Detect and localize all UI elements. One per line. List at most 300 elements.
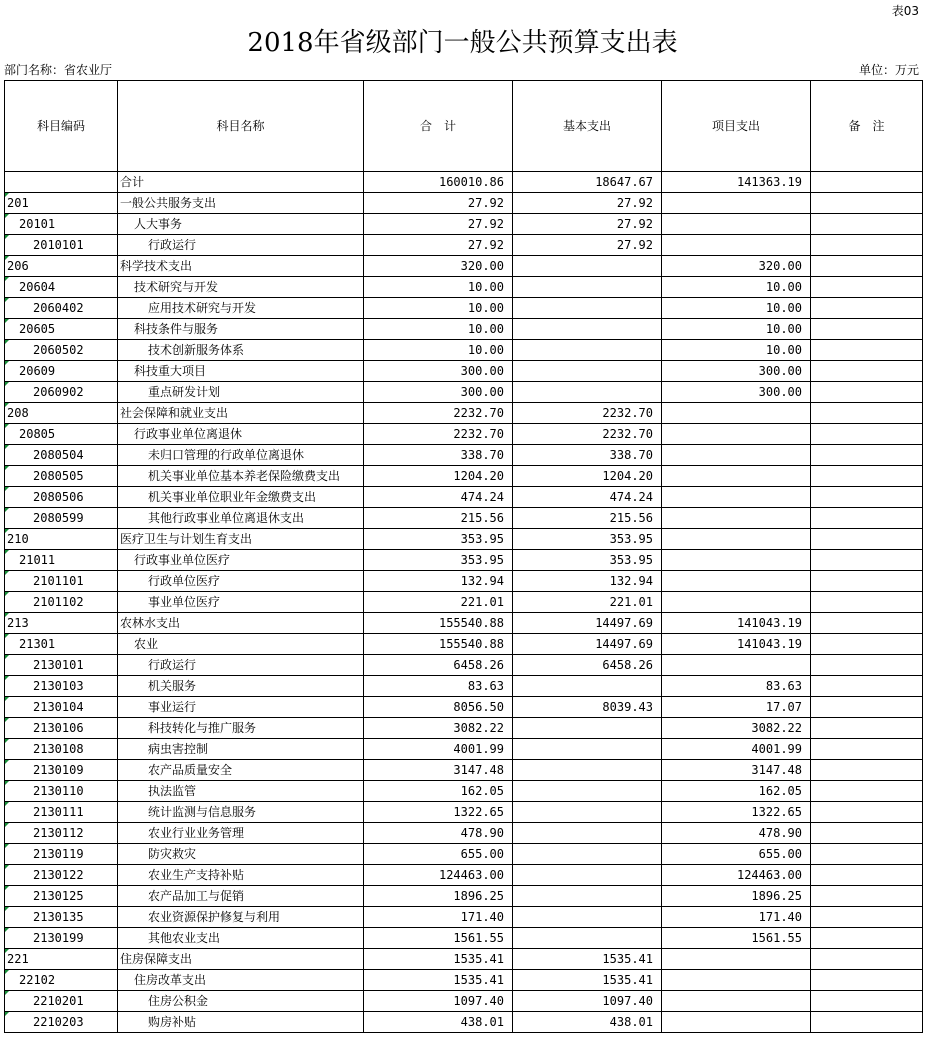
- cell-total[interactable]: 1535.41: [364, 949, 513, 970]
- budget-table: [4, 80, 923, 1033]
- cell-code[interactable]: 2080506: [5, 487, 118, 508]
- table-row: [5, 424, 923, 445]
- cell-total[interactable]: 221.01: [364, 592, 513, 613]
- cell-name[interactable]: 科技转化与推广服务: [118, 718, 364, 739]
- header-project[interactable]: 项目支出: [662, 81, 811, 172]
- cell-total[interactable]: 215.56: [364, 508, 513, 529]
- table-row: [5, 991, 923, 1012]
- cell-basic[interactable]: 474.24: [513, 487, 662, 508]
- cell-total[interactable]: 10.00: [364, 277, 513, 298]
- cell-name[interactable]: 机关事业单位职业年金缴费支出: [118, 487, 364, 508]
- cell-total[interactable]: 8056.50: [364, 697, 513, 718]
- cell-project[interactable]: 3082.22: [662, 718, 811, 739]
- cell-basic[interactable]: [513, 676, 662, 697]
- cell-name[interactable]: 行政运行: [118, 655, 364, 676]
- cell-code[interactable]: 2060902: [5, 382, 118, 403]
- cell-code[interactable]: 2080504: [5, 445, 118, 466]
- cell-code[interactable]: 2130109: [5, 760, 118, 781]
- cell-basic[interactable]: 14497.69: [513, 634, 662, 655]
- cell-project[interactable]: 17.07: [662, 697, 811, 718]
- cell-total[interactable]: 10.00: [364, 319, 513, 340]
- table-row: [5, 298, 923, 319]
- cell-code[interactable]: 2130135: [5, 907, 118, 928]
- cell-basic[interactable]: 438.01: [513, 1012, 662, 1033]
- table-header-row: [5, 81, 923, 172]
- cell-basic[interactable]: 18647.67: [513, 172, 662, 193]
- table-row: [5, 865, 923, 886]
- cell-project[interactable]: 300.00: [662, 361, 811, 382]
- cell-name[interactable]: 技术创新服务体系: [118, 340, 364, 361]
- cell-name[interactable]: 农林水支出: [118, 613, 364, 634]
- table-row: [5, 634, 923, 655]
- table-row: [5, 928, 923, 949]
- cell-project[interactable]: 300.00: [662, 382, 811, 403]
- cell-basic[interactable]: [513, 928, 662, 949]
- cell-total[interactable]: 353.95: [364, 529, 513, 550]
- cell-total[interactable]: 124463.00: [364, 865, 513, 886]
- cell-code[interactable]: 2130112: [5, 823, 118, 844]
- cell-note[interactable]: [811, 949, 923, 970]
- cell-project[interactable]: 1561.55: [662, 928, 811, 949]
- cell-basic[interactable]: 353.95: [513, 529, 662, 550]
- unit-label: 单位：万元: [858, 63, 919, 77]
- cell-note[interactable]: [811, 214, 923, 235]
- cell-basic[interactable]: [513, 907, 662, 928]
- cell-note[interactable]: [811, 592, 923, 613]
- cell-name[interactable]: 农业生产支持补贴: [118, 865, 364, 886]
- cell-total[interactable]: 3147.48: [364, 760, 513, 781]
- table-row: [5, 697, 923, 718]
- cell-name[interactable]: 其他行政事业单位离退休支出: [118, 508, 364, 529]
- cell-note[interactable]: [811, 718, 923, 739]
- table-row: [5, 592, 923, 613]
- cell-code[interactable]: 208: [5, 403, 118, 424]
- cell-code[interactable]: 2130199: [5, 928, 118, 949]
- cell-total[interactable]: 27.92: [364, 193, 513, 214]
- table-row: [5, 739, 923, 760]
- cell-project[interactable]: [662, 991, 811, 1012]
- cell-code[interactable]: 2080505: [5, 466, 118, 487]
- cell-project[interactable]: 171.40: [662, 907, 811, 928]
- cell-total[interactable]: 300.00: [364, 361, 513, 382]
- cell-basic[interactable]: [513, 823, 662, 844]
- cell-basic[interactable]: 27.92: [513, 235, 662, 256]
- cell-basic[interactable]: 2232.70: [513, 424, 662, 445]
- cell-code[interactable]: 20605: [5, 319, 118, 340]
- cell-basic[interactable]: 1097.40: [513, 991, 662, 1012]
- cell-project[interactable]: 141043.19: [662, 634, 811, 655]
- cell-project[interactable]: [662, 466, 811, 487]
- cell-code[interactable]: 2130122: [5, 865, 118, 886]
- cell-name[interactable]: 事业运行: [118, 697, 364, 718]
- cell-project[interactable]: [662, 970, 811, 991]
- cell-total[interactable]: 1535.41: [364, 970, 513, 991]
- cell-project[interactable]: 83.63: [662, 676, 811, 697]
- cell-total[interactable]: 2232.70: [364, 424, 513, 445]
- cell-basic[interactable]: 1204.20: [513, 466, 662, 487]
- cell-project[interactable]: 4001.99: [662, 739, 811, 760]
- cell-basic[interactable]: 27.92: [513, 193, 662, 214]
- cell-note[interactable]: [811, 886, 923, 907]
- cell-total[interactable]: 438.01: [364, 1012, 513, 1033]
- cell-total[interactable]: 155540.88: [364, 613, 513, 634]
- cell-note[interactable]: [811, 403, 923, 424]
- cell-total[interactable]: 155540.88: [364, 634, 513, 655]
- cell-project[interactable]: 655.00: [662, 844, 811, 865]
- cell-project[interactable]: [662, 403, 811, 424]
- cell-note[interactable]: [811, 361, 923, 382]
- cell-code[interactable]: 21011: [5, 550, 118, 571]
- cell-project[interactable]: 478.90: [662, 823, 811, 844]
- cell-name[interactable]: 执法监管: [118, 781, 364, 802]
- cell-code[interactable]: 2130104: [5, 697, 118, 718]
- cell-note[interactable]: [811, 781, 923, 802]
- cell-basic[interactable]: 27.92: [513, 214, 662, 235]
- cell-code[interactable]: 20101: [5, 214, 118, 235]
- cell-name[interactable]: 农产品质量安全: [118, 760, 364, 781]
- cell-basic[interactable]: [513, 361, 662, 382]
- table-row: [5, 172, 923, 193]
- cell-note[interactable]: [811, 991, 923, 1012]
- cell-code[interactable]: 206: [5, 256, 118, 277]
- cell-name[interactable]: 应用技术研究与开发: [118, 298, 364, 319]
- cell-project[interactable]: [662, 193, 811, 214]
- cell-project[interactable]: [662, 214, 811, 235]
- cell-code[interactable]: 201: [5, 193, 118, 214]
- table-row: [5, 823, 923, 844]
- cell-total[interactable]: 2232.70: [364, 403, 513, 424]
- cell-code[interactable]: 2130111: [5, 802, 118, 823]
- table-row: [5, 214, 923, 235]
- cell-code[interactable]: 2130108: [5, 739, 118, 760]
- cell-basic[interactable]: 132.94: [513, 571, 662, 592]
- cell-project[interactable]: [662, 592, 811, 613]
- cell-project[interactable]: 141363.19: [662, 172, 811, 193]
- cell-project[interactable]: 10.00: [662, 319, 811, 340]
- cell-basic[interactable]: 6458.26: [513, 655, 662, 676]
- cell-name[interactable]: 农业资源保护修复与利用: [118, 907, 364, 928]
- cell-name[interactable]: 事业单位医疗: [118, 592, 364, 613]
- table-row: [5, 193, 923, 214]
- cell-name[interactable]: 医疗卫生与计划生育支出: [118, 529, 364, 550]
- table-row: [5, 277, 923, 298]
- table-row: [5, 970, 923, 991]
- cell-basic[interactable]: [513, 256, 662, 277]
- cell-project[interactable]: 10.00: [662, 340, 811, 361]
- header-code[interactable]: 科目编码: [5, 81, 118, 172]
- cell-name[interactable]: 农产品加工与促销: [118, 886, 364, 907]
- cell-basic[interactable]: [513, 865, 662, 886]
- cell-name[interactable]: 其他农业支出: [118, 928, 364, 949]
- cell-project[interactable]: [662, 424, 811, 445]
- cell-total[interactable]: 1204.20: [364, 466, 513, 487]
- cell-total[interactable]: 27.92: [364, 235, 513, 256]
- cell-note[interactable]: [811, 865, 923, 886]
- cell-note[interactable]: [811, 907, 923, 928]
- cell-basic[interactable]: [513, 739, 662, 760]
- cell-name[interactable]: 重点研发计划: [118, 382, 364, 403]
- header-total[interactable]: 合 计: [364, 81, 513, 172]
- cell-name[interactable]: 一般公共服务支出: [118, 193, 364, 214]
- cell-project[interactable]: [662, 487, 811, 508]
- cell-project[interactable]: 10.00: [662, 298, 811, 319]
- table-row: [5, 802, 923, 823]
- cell-total[interactable]: 160010.86: [364, 172, 513, 193]
- cell-project[interactable]: 10.00: [662, 277, 811, 298]
- cell-code[interactable]: 2210203: [5, 1012, 118, 1033]
- cell-project[interactable]: 141043.19: [662, 613, 811, 634]
- cell-code[interactable]: 2130103: [5, 676, 118, 697]
- table-row: [5, 361, 923, 382]
- cell-total[interactable]: 320.00: [364, 256, 513, 277]
- cell-note[interactable]: [811, 235, 923, 256]
- cell-code[interactable]: 2010101: [5, 235, 118, 256]
- cell-name[interactable]: 社会保障和就业支出: [118, 403, 364, 424]
- cell-project[interactable]: [662, 508, 811, 529]
- cell-note[interactable]: [811, 529, 923, 550]
- cell-project[interactable]: [662, 1012, 811, 1033]
- table-row: [5, 886, 923, 907]
- cell-code[interactable]: [5, 172, 118, 193]
- cell-basic[interactable]: 1535.41: [513, 949, 662, 970]
- cell-basic[interactable]: [513, 277, 662, 298]
- table-row: [5, 550, 923, 571]
- cell-basic[interactable]: 215.56: [513, 508, 662, 529]
- cell-code[interactable]: 2130110: [5, 781, 118, 802]
- cell-total[interactable]: 162.05: [364, 781, 513, 802]
- cell-note[interactable]: [811, 802, 923, 823]
- cell-total[interactable]: 10.00: [364, 340, 513, 361]
- table-row: [5, 382, 923, 403]
- table-row: [5, 445, 923, 466]
- cell-project[interactable]: [662, 655, 811, 676]
- table-row: [5, 907, 923, 928]
- cell-note[interactable]: [811, 487, 923, 508]
- cell-name[interactable]: 住房改革支出: [118, 970, 364, 991]
- sheet-id-label: 表03: [891, 4, 919, 18]
- cell-project[interactable]: [662, 235, 811, 256]
- cell-name[interactable]: 购房补贴: [118, 1012, 364, 1033]
- cell-code[interactable]: 2130106: [5, 718, 118, 739]
- cell-code[interactable]: 21301: [5, 634, 118, 655]
- cell-total[interactable]: 4001.99: [364, 739, 513, 760]
- cell-name[interactable]: 技术研究与开发: [118, 277, 364, 298]
- cell-note[interactable]: [811, 277, 923, 298]
- cell-note[interactable]: [811, 1012, 923, 1033]
- cell-total[interactable]: 6458.26: [364, 655, 513, 676]
- cell-name[interactable]: 合计: [118, 172, 364, 193]
- cell-name[interactable]: 农业行业业务管理: [118, 823, 364, 844]
- cell-project[interactable]: [662, 529, 811, 550]
- cell-total[interactable]: 338.70: [364, 445, 513, 466]
- table-row: [5, 676, 923, 697]
- cell-basic[interactable]: 338.70: [513, 445, 662, 466]
- cell-code[interactable]: 22102: [5, 970, 118, 991]
- header-basic[interactable]: 基本支出: [513, 81, 662, 172]
- table-row: [5, 508, 923, 529]
- cell-code[interactable]: 2080599: [5, 508, 118, 529]
- cell-code[interactable]: 2101102: [5, 592, 118, 613]
- cell-basic[interactable]: [513, 718, 662, 739]
- cell-project[interactable]: 162.05: [662, 781, 811, 802]
- cell-code[interactable]: 20609: [5, 361, 118, 382]
- cell-note[interactable]: [811, 634, 923, 655]
- cell-total[interactable]: 171.40: [364, 907, 513, 928]
- cell-total[interactable]: 353.95: [364, 550, 513, 571]
- cell-total[interactable]: 300.00: [364, 382, 513, 403]
- cell-project[interactable]: 1896.25: [662, 886, 811, 907]
- cell-name[interactable]: 人大事务: [118, 214, 364, 235]
- cell-name[interactable]: 行政运行: [118, 235, 364, 256]
- cell-basic[interactable]: [513, 340, 662, 361]
- cell-note[interactable]: [811, 823, 923, 844]
- cell-note[interactable]: [811, 676, 923, 697]
- cell-basic[interactable]: [513, 844, 662, 865]
- cell-total[interactable]: 1561.55: [364, 928, 513, 949]
- cell-code[interactable]: 20604: [5, 277, 118, 298]
- cell-note[interactable]: [811, 256, 923, 277]
- cell-basic[interactable]: [513, 781, 662, 802]
- table-row: [5, 760, 923, 781]
- cell-name[interactable]: 防灾救灾: [118, 844, 364, 865]
- cell-basic[interactable]: [513, 319, 662, 340]
- cell-total[interactable]: 1322.65: [364, 802, 513, 823]
- header-name[interactable]: 科目名称: [118, 81, 364, 172]
- cell-note[interactable]: [811, 445, 923, 466]
- cell-code[interactable]: 2130125: [5, 886, 118, 907]
- cell-note[interactable]: [811, 760, 923, 781]
- table-row: [5, 466, 923, 487]
- cell-code[interactable]: 210: [5, 529, 118, 550]
- cell-note[interactable]: [811, 508, 923, 529]
- cell-total[interactable]: 1097.40: [364, 991, 513, 1012]
- cell-total[interactable]: 3082.22: [364, 718, 513, 739]
- cell-code[interactable]: 221: [5, 949, 118, 970]
- cell-note[interactable]: [811, 697, 923, 718]
- cell-basic[interactable]: [513, 760, 662, 781]
- table-row: [5, 1012, 923, 1033]
- cell-note[interactable]: [811, 382, 923, 403]
- table-row: [5, 655, 923, 676]
- table-row: [5, 403, 923, 424]
- cell-note[interactable]: [811, 424, 923, 445]
- cell-total[interactable]: 1896.25: [364, 886, 513, 907]
- cell-total[interactable]: 83.63: [364, 676, 513, 697]
- cell-total[interactable]: 655.00: [364, 844, 513, 865]
- cell-project[interactable]: [662, 445, 811, 466]
- cell-name[interactable]: 住房保障支出: [118, 949, 364, 970]
- cell-total[interactable]: 474.24: [364, 487, 513, 508]
- cell-note[interactable]: [811, 739, 923, 760]
- cell-total[interactable]: 10.00: [364, 298, 513, 319]
- cell-code[interactable]: 2210201: [5, 991, 118, 1012]
- cell-note[interactable]: [811, 550, 923, 571]
- header-note[interactable]: 备 注: [811, 81, 923, 172]
- cell-project[interactable]: 320.00: [662, 256, 811, 277]
- cell-name[interactable]: 病虫害控制: [118, 739, 364, 760]
- cell-name[interactable]: 科技重大项目: [118, 361, 364, 382]
- table-row: [5, 340, 923, 361]
- cell-name[interactable]: 科学技术支出: [118, 256, 364, 277]
- cell-name[interactable]: 统计监测与信息服务: [118, 802, 364, 823]
- table-row: [5, 949, 923, 970]
- cell-basic[interactable]: 14497.69: [513, 613, 662, 634]
- cell-project[interactable]: [662, 949, 811, 970]
- table-row: [5, 235, 923, 256]
- table-row: [5, 613, 923, 634]
- cell-project[interactable]: [662, 571, 811, 592]
- cell-basic[interactable]: 353.95: [513, 550, 662, 571]
- cell-total[interactable]: 132.94: [364, 571, 513, 592]
- cell-code[interactable]: 2130119: [5, 844, 118, 865]
- cell-name[interactable]: 行政单位医疗: [118, 571, 364, 592]
- cell-code[interactable]: 2060402: [5, 298, 118, 319]
- cell-basic[interactable]: [513, 802, 662, 823]
- cell-project[interactable]: 1322.65: [662, 802, 811, 823]
- cell-code[interactable]: 2101101: [5, 571, 118, 592]
- table-row: [5, 529, 923, 550]
- cell-project[interactable]: 124463.00: [662, 865, 811, 886]
- cell-note[interactable]: [811, 970, 923, 991]
- table-row: [5, 781, 923, 802]
- cell-basic[interactable]: 221.01: [513, 592, 662, 613]
- cell-name[interactable]: 行政事业单位离退休: [118, 424, 364, 445]
- cell-name[interactable]: 农业: [118, 634, 364, 655]
- table-row: [5, 718, 923, 739]
- cell-basic[interactable]: 1535.41: [513, 970, 662, 991]
- cell-note[interactable]: [811, 571, 923, 592]
- cell-note[interactable]: [811, 340, 923, 361]
- table-row: [5, 571, 923, 592]
- cell-project[interactable]: 3147.48: [662, 760, 811, 781]
- table-row: [5, 844, 923, 865]
- cell-basic[interactable]: 8039.43: [513, 697, 662, 718]
- cell-note[interactable]: [811, 298, 923, 319]
- cell-name[interactable]: 未归口管理的行政单位离退休: [118, 445, 364, 466]
- table-body: [5, 172, 923, 1033]
- cell-note[interactable]: [811, 193, 923, 214]
- cell-basic[interactable]: 2232.70: [513, 403, 662, 424]
- cell-code[interactable]: 2130101: [5, 655, 118, 676]
- cell-name[interactable]: 科技条件与服务: [118, 319, 364, 340]
- table-row: [5, 319, 923, 340]
- cell-total[interactable]: 478.90: [364, 823, 513, 844]
- cell-basic[interactable]: [513, 298, 662, 319]
- cell-note[interactable]: [811, 613, 923, 634]
- page-title: 2018年省级部门一般公共预算支出表: [247, 28, 678, 58]
- cell-total[interactable]: 27.92: [364, 214, 513, 235]
- cell-project[interactable]: [662, 550, 811, 571]
- cell-note[interactable]: [811, 172, 923, 193]
- cell-name[interactable]: 机关服务: [118, 676, 364, 697]
- department-label: 部门名称：省农业厅: [4, 63, 113, 77]
- cell-basic[interactable]: [513, 886, 662, 907]
- table-row: [5, 487, 923, 508]
- cell-code[interactable]: 20805: [5, 424, 118, 445]
- cell-name[interactable]: 住房公积金: [118, 991, 364, 1012]
- cell-basic[interactable]: [513, 382, 662, 403]
- cell-code[interactable]: 2060502: [5, 340, 118, 361]
- cell-note[interactable]: [811, 319, 923, 340]
- cell-note[interactable]: [811, 928, 923, 949]
- cell-name[interactable]: 机关事业单位基本养老保险缴费支出: [118, 466, 364, 487]
- cell-note[interactable]: [811, 466, 923, 487]
- table-row: [5, 256, 923, 277]
- cell-note[interactable]: [811, 655, 923, 676]
- cell-note[interactable]: [811, 844, 923, 865]
- cell-name[interactable]: 行政事业单位医疗: [118, 550, 364, 571]
- cell-code[interactable]: 213: [5, 613, 118, 634]
